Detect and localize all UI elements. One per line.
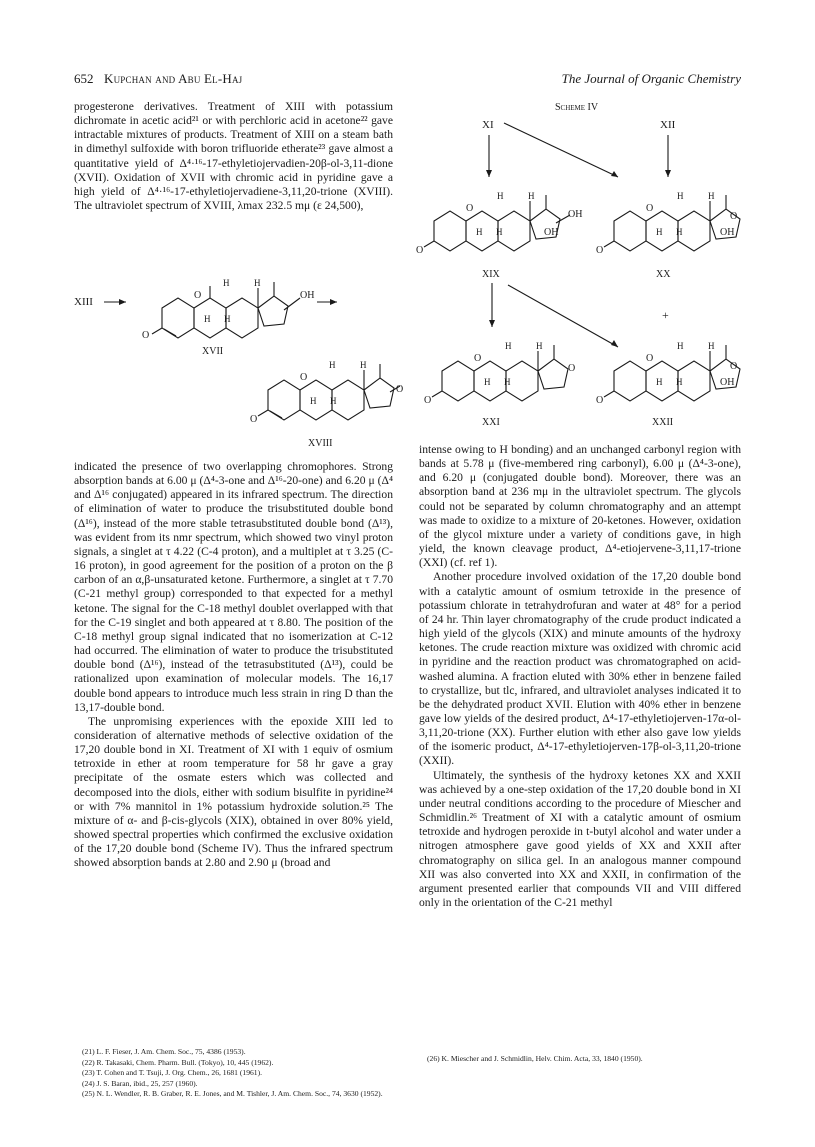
right-column-bottom <box>419 443 741 910</box>
scheme-iv <box>412 95 742 430</box>
atom-o: O <box>250 414 258 425</box>
left-paragraph-1: progesterone derivatives. Treatment of XIII with potassium dichromate in acetic acid²¹ or with perchloric acid in acetone²² gave intractable mixtures of products. Treatment of XIII on a steam bath in dimethyl sulfoxide with boron trifluoride etherate²³ gave almost a quantitative yield of Δ⁴·¹⁶-17-ethyletiojervadien-20β-ol-3,11-dione (XVII). Oxidation of XVII with chromic acid in pyridine gave a high yield of Δ⁴·¹⁶-17-ethyletiojervadiene-3,11,20-trione (XVIII). The ultraviolet spectrum of XVIII, λmax 232.5 mμ (ε 24,500), <box>74 100 393 213</box>
atom-h: H <box>254 278 261 288</box>
plus-sign: + <box>662 308 669 322</box>
right-paragraph-2: Another procedure involved oxidation of the 17,20 double bond with a catalytic amount of osmium tetroxide in the presence of potassium chlorate in tetrahydrofuran and water at 48° for a period of 24 hr. Thin layer chromatography of the crude product indicated a high yield of the glycols (XIX) and minute amounts of the hydroxy ketones. The crude reaction mixture was oxidized with chromic acid in pyridine and the reaction product was chromatographed on acid-washed alumina. A fraction eluted with 30% ether in benzene failed to crystallize, but tlc, infrared, and ultraviolet analyses indicated it to be the dehydrated product XVII. Elution with 40% ether in benzene gave low yields of the desired product, Δ⁴-17-ethyletiojerven-17α-ol-3,11,20-trione (XX). Further elution with ether also gave low yields of the isomeric product, Δ⁴-17-ethyletiojerven-17β-ol-3,11,20-trione (XXII). <box>419 570 741 768</box>
atom-o: O <box>730 211 738 222</box>
atom-o: O <box>194 290 202 301</box>
arrowhead <box>489 320 495 327</box>
atom-h: H <box>536 341 543 351</box>
atom-o: O <box>568 363 576 374</box>
structure-xviii <box>258 364 400 420</box>
right-paragraph-1: intense owing to H bonding) and an unchanged carbonyl region with bands at 5.78 μ (five-membered ring carbonyl), 6.00 μ (Δ⁴-3-one), and 6.20 μ (conjugated double bond). Moreover, there was an absorption band at 236 mμ in the ultraviolet spectrum. The glycols could not be separated by column chromatography and an attempt was made to oxidize to a mixture of 20-ketones. However, oxidation of the glycol mixture under a variety of conditions gave, in high yield, the known cleavage product, Δ⁴-etiojervene-3,11,17-trione (XXI) (cf. ref 1). <box>419 443 741 570</box>
atom-oh: OH <box>720 377 735 388</box>
atom-o: O <box>424 395 432 406</box>
left-paragraph-2: indicated the presence of two overlapping chromophores. Strong absorption bands at 6.00 μ (Δ⁴-3-one and Δ¹⁶-20-one) and 6.20 μ (Δ⁴ and Δ¹⁶ conjugated) appeared in its infrared spectrum. The direction of elimination of water to produce the trisubstituted double bond (Δ¹⁶), instead of the more stable tetrasubstituted double bond (Δ¹³), was evident from its nmr spectrum, which showed two vinyl proton signals, a singlet at τ 4.22 (C-4 proton), and a multiplet at τ 3.25 (C-16 proton), in good agreement for the position of a proton on the β carbon of an α,β-unsaturated ketone. Furthermore, a singlet at τ 7.70 (C-21 methyl group) corresponded to that expected for a methyl ketone. The signal for the C-18 methyl doublet overlapped with that for the C-19 singlet and both appeared at τ 8.80. The position of the C-18 methyl group signal indicated that no isomerization at C-12 had occurred. The elimination of water to produce the trisubstituted double bond (Δ¹⁶), instead of the tetrasubstituted (Δ¹³), could be rationalized upon examination of molecular models. The 16,17 double bond appears to introduce much less strain in ring D than the 13,17-double bond. <box>74 460 393 714</box>
atom-h: H <box>224 314 231 324</box>
atom-h: H <box>708 341 715 351</box>
atom-h: H <box>656 227 663 237</box>
structure-xix <box>424 195 570 251</box>
compound-label-xxi: XXI <box>482 417 500 428</box>
atom-o: O <box>646 353 654 364</box>
atom-o: O <box>596 395 604 406</box>
atom-o: O <box>416 245 424 256</box>
structure-xx <box>604 195 740 251</box>
atom-h: H <box>329 360 336 370</box>
footnotes-left <box>74 1047 393 1100</box>
atom-h: H <box>676 227 683 237</box>
structure-xxi <box>432 345 568 401</box>
atom-o: O <box>596 245 604 256</box>
atom-h: H <box>484 377 491 387</box>
footnote-21: (21) L. F. Fieser, J. Am. Chem. Soc., 75, 4386 (1953). <box>82 1047 246 1056</box>
atom-o: O <box>396 384 404 395</box>
page-number: 652 <box>74 71 94 86</box>
arrowhead <box>486 170 492 177</box>
atom-oh: OH <box>300 290 315 301</box>
journal-title: The Journal of Organic Chemistry <box>561 71 741 86</box>
atom-h: H <box>476 227 483 237</box>
running-authors: Kupchan and Abu El-Haj <box>104 71 243 86</box>
atom-h: H <box>223 278 230 288</box>
atom-h: H <box>677 341 684 351</box>
footnotes-right <box>419 1054 741 1065</box>
atom-h: H <box>676 377 683 387</box>
atom-h: H <box>496 227 503 237</box>
arrowhead <box>330 299 337 305</box>
atom-h: H <box>504 377 511 387</box>
left-column-bottom <box>74 460 393 871</box>
structure-xxii <box>604 345 740 401</box>
atom-o: O <box>142 330 150 341</box>
atom-h: H <box>656 377 663 387</box>
atom-h: H <box>677 191 684 201</box>
atom-oh: OH <box>720 227 735 238</box>
atom-h: H <box>310 396 317 406</box>
compound-label-xviii: XVIII <box>308 438 333 449</box>
atom-o: O <box>646 203 654 214</box>
compound-label-xiii: XIII <box>74 296 93 308</box>
left-paragraph-3: The unpromising experiences with the epoxide XIII led to consideration of alternative methods of selective oxidation of the 17,20 double bond in XI. Treatment of XI with 1 equiv of osmium tetroxide in ether at room temperature for 58 hr gave a gray precipitate of the osmate esters which was collected and decomposed into the diols, either with sodium bisulfite in pyridine²⁴ or with 7% mannitol in 1% potassium hydroxide solution.²⁵ The mixture of α- and β-cis-glycols (XIX), obtained in over 80% yield, showed spectral properties which confirmed the exclusive oxidation of the 17,20 double bond (Scheme IV). Thus the infrared spectrum showed absorption bands at 2.80 and 2.90 μ (broad and <box>74 714 393 870</box>
atom-o: O <box>474 353 482 364</box>
footnote-25: (25) N. L. Wendler, R. B. Graber, R. E. Jones, and M. Tishler, J. Am. Chem. Soc., 74, 3630 (1952). <box>82 1089 383 1098</box>
atom-oh: OH <box>544 227 559 238</box>
compound-label-xvii: XVII <box>202 346 224 357</box>
atom-h: H <box>528 191 535 201</box>
scheme-title: Scheme IV <box>555 102 599 113</box>
arrow-xi-xx <box>504 123 618 177</box>
atom-o: O <box>300 372 308 383</box>
atom-h: H <box>708 191 715 201</box>
reaction-scheme-xvii-xviii <box>74 258 404 458</box>
atom-h: H <box>330 396 337 406</box>
left-column-top <box>74 100 393 213</box>
structure-xvii <box>152 282 300 338</box>
footnote-24: (24) J. S. Baran, ibid., 25, 257 (1960). <box>82 1078 198 1088</box>
atom-h: H <box>505 341 512 351</box>
footnote-22: (22) R. Takasaki, Chem. Pharm. Bull. (Tokyo), 10, 445 (1962). <box>82 1057 274 1067</box>
compound-label-xx: XX <box>656 269 671 280</box>
right-paragraph-3: Ultimately, the synthesis of the hydroxy ketones XX and XXII was achieved by a one-step oxidation of the 17,20 double bond in XI under neutral conditions according to the procedure of Miescher and Schmidlin.²⁶ Treatment of XI with a catalytic amount of osmium tetroxide and hydrogen peroxide in t-butyl alcohol and water under a nitrogen atmosphere gave good yields of XX and XXII after chromatography on silica gel. In an analogous manner compound XII was also converted into XX and XXII, in confirmation of the argument presented earlier that compounds VII and VIII differed only in the orientation of the C-21 methyl <box>419 768 741 909</box>
compound-label-xix: XIX <box>482 269 500 280</box>
footnote-23: (23) T. Cohen and T. Tsuji, J. Org. Chem., 26, 1681 (1961). <box>82 1068 263 1077</box>
footnote-26: (26) K. Miescher and J. Schmidlin, Helv. Chim. Acta, 33, 1840 (1950). <box>427 1054 643 1063</box>
arrowhead <box>611 340 618 347</box>
atom-h: H <box>360 360 367 370</box>
atom-oh: OH <box>568 209 583 220</box>
compound-label-xxii: XXII <box>652 417 674 428</box>
arrowhead <box>119 299 126 305</box>
compound-label-xii: XII <box>660 119 676 131</box>
compound-label-xi: XI <box>482 119 494 131</box>
atom-h: H <box>497 191 504 201</box>
atom-o: O <box>730 361 738 372</box>
atom-o: O <box>466 203 474 214</box>
atom-h: H <box>204 314 211 324</box>
arrow-xix-xxii <box>508 285 618 347</box>
arrowhead <box>665 170 671 177</box>
